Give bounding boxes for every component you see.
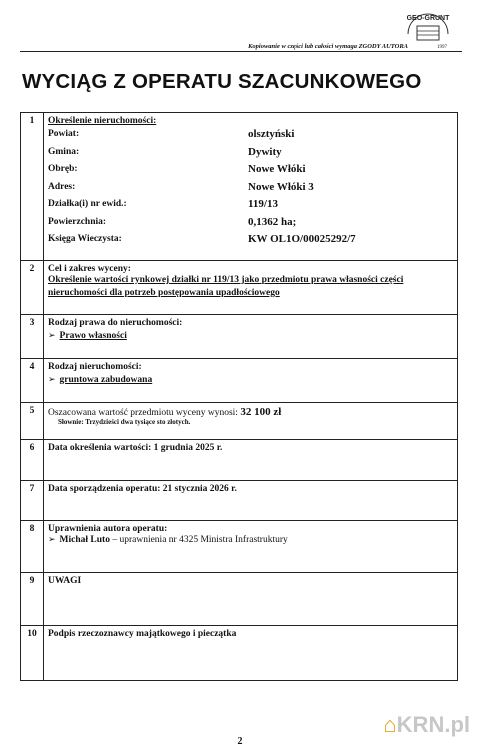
krn-brand: KRN.pl <box>396 712 470 737</box>
property-row <box>48 214 453 232</box>
field-label: Księga Wieczysta: <box>48 234 122 244</box>
value-label: Oszacowana wartość przedmiotu wyceny wynosi: <box>48 408 238 418</box>
estimated-value: 32 100 zł <box>240 406 282 418</box>
section-2-row <box>21 261 458 315</box>
section-number: 9 <box>21 573 44 626</box>
section-number: 4 <box>21 359 44 403</box>
signature-heading: Podpis rzeczoznawcy majątkowego i pieczątka <box>44 626 458 681</box>
section-2-content <box>44 261 458 315</box>
property-row <box>48 144 453 162</box>
section-3-content <box>44 315 458 359</box>
right-type: Prawo własności <box>59 331 127 341</box>
arrow-bullet-icon: ➢ <box>48 534 56 544</box>
field-label: Powierzchnia: <box>48 216 107 227</box>
field-value: 119/13 <box>248 198 278 210</box>
field-label: Obręb: <box>48 164 78 174</box>
property-row <box>48 231 453 249</box>
field-value: Nowe Włóki <box>248 163 306 175</box>
logo-year: 1997 <box>437 45 447 50</box>
section-10-row <box>21 626 458 681</box>
section-number: 10 <box>21 626 44 681</box>
header-rule <box>20 51 462 52</box>
section-1-heading: Określenie nieruchomości: <box>48 116 157 126</box>
section-7-row <box>21 481 458 521</box>
section-2-heading: Cel i zakres wyceny: <box>48 264 131 274</box>
property-row <box>48 179 453 197</box>
value-in-words: Słownie: Trzydzieści dwa tysiące sto złotych. <box>58 418 191 426</box>
section-number: 5 <box>21 403 44 440</box>
field-value: Nowe Włóki 3 <box>248 180 314 193</box>
section-8-content <box>44 521 458 573</box>
valuation-table <box>20 112 458 681</box>
section-number: 3 <box>21 315 44 359</box>
property-row <box>48 161 453 179</box>
logo-text: GEO-GRUNT <box>406 15 450 22</box>
arrow-bullet-icon: ➢ <box>48 330 56 340</box>
section-5-row <box>21 403 458 440</box>
section-number: 2 <box>21 261 44 315</box>
arrow-bullet-icon: ➢ <box>48 374 56 384</box>
field-value: Dywity <box>248 145 282 158</box>
property-type: gruntowa zabudowana <box>59 375 153 385</box>
field-value: KW OL1O/00025292/7 <box>248 233 356 245</box>
field-label: Działka(i) nr ewid.: <box>48 199 127 209</box>
property-row <box>48 126 453 144</box>
copy-notice: Kopiowanie w części lub całości wymaga ZGODY AUTORA <box>248 43 408 50</box>
section-number: 8 <box>21 521 44 573</box>
field-value: 0,1362 ha; <box>248 215 297 228</box>
home-icon: ⌂ <box>383 712 397 737</box>
section-5-content <box>44 403 458 440</box>
field-label: Powiat: <box>48 129 80 139</box>
valuation-date: Data określenia wartości: 1 grudnia 2025 r. <box>44 440 458 481</box>
section-number: 7 <box>21 481 44 521</box>
author-license: – uprawnienia nr 4325 Ministra Infrastruktury <box>109 535 288 545</box>
section-number: 6 <box>21 440 44 481</box>
section-1-content <box>44 113 458 261</box>
section-8-row <box>21 521 458 573</box>
section-9-row <box>21 573 458 626</box>
report-date: Data sporządzenia operatu: 21 stycznia 2026 r. <box>44 481 458 521</box>
field-label: Adres: <box>48 181 76 192</box>
field-label: Gmina: <box>48 146 80 157</box>
krn-watermark <box>383 712 470 738</box>
page-number: 2 <box>237 736 243 747</box>
section-3-row <box>21 315 458 359</box>
company-logo <box>402 8 454 50</box>
section-3-heading: Rodzaj prawa do nieruchomości: <box>48 318 183 328</box>
section-4-content <box>44 359 458 403</box>
document-title: WYCIĄG Z OPERATU SZACUNKOWEGO <box>22 70 422 93</box>
section-4-heading: Rodzaj nieruchomości: <box>48 362 142 372</box>
valuation-purpose: Określenie wartości rynkowej działki nr 119/13 jako przedmiotu prawa własności części nieruchomości dla potrzeb postępowania upadłościowego <box>48 275 404 298</box>
section-8-heading: Uprawnienia autora operatu: <box>48 524 168 534</box>
remarks-heading: UWAGI <box>44 573 458 626</box>
section-6-row <box>21 440 458 481</box>
field-value: olsztyński <box>248 128 295 140</box>
section-number: 1 <box>21 113 44 261</box>
section-1-row <box>21 113 458 261</box>
property-row <box>48 196 453 214</box>
author-name: Michał Luto <box>59 535 110 545</box>
section-4-row <box>21 359 458 403</box>
